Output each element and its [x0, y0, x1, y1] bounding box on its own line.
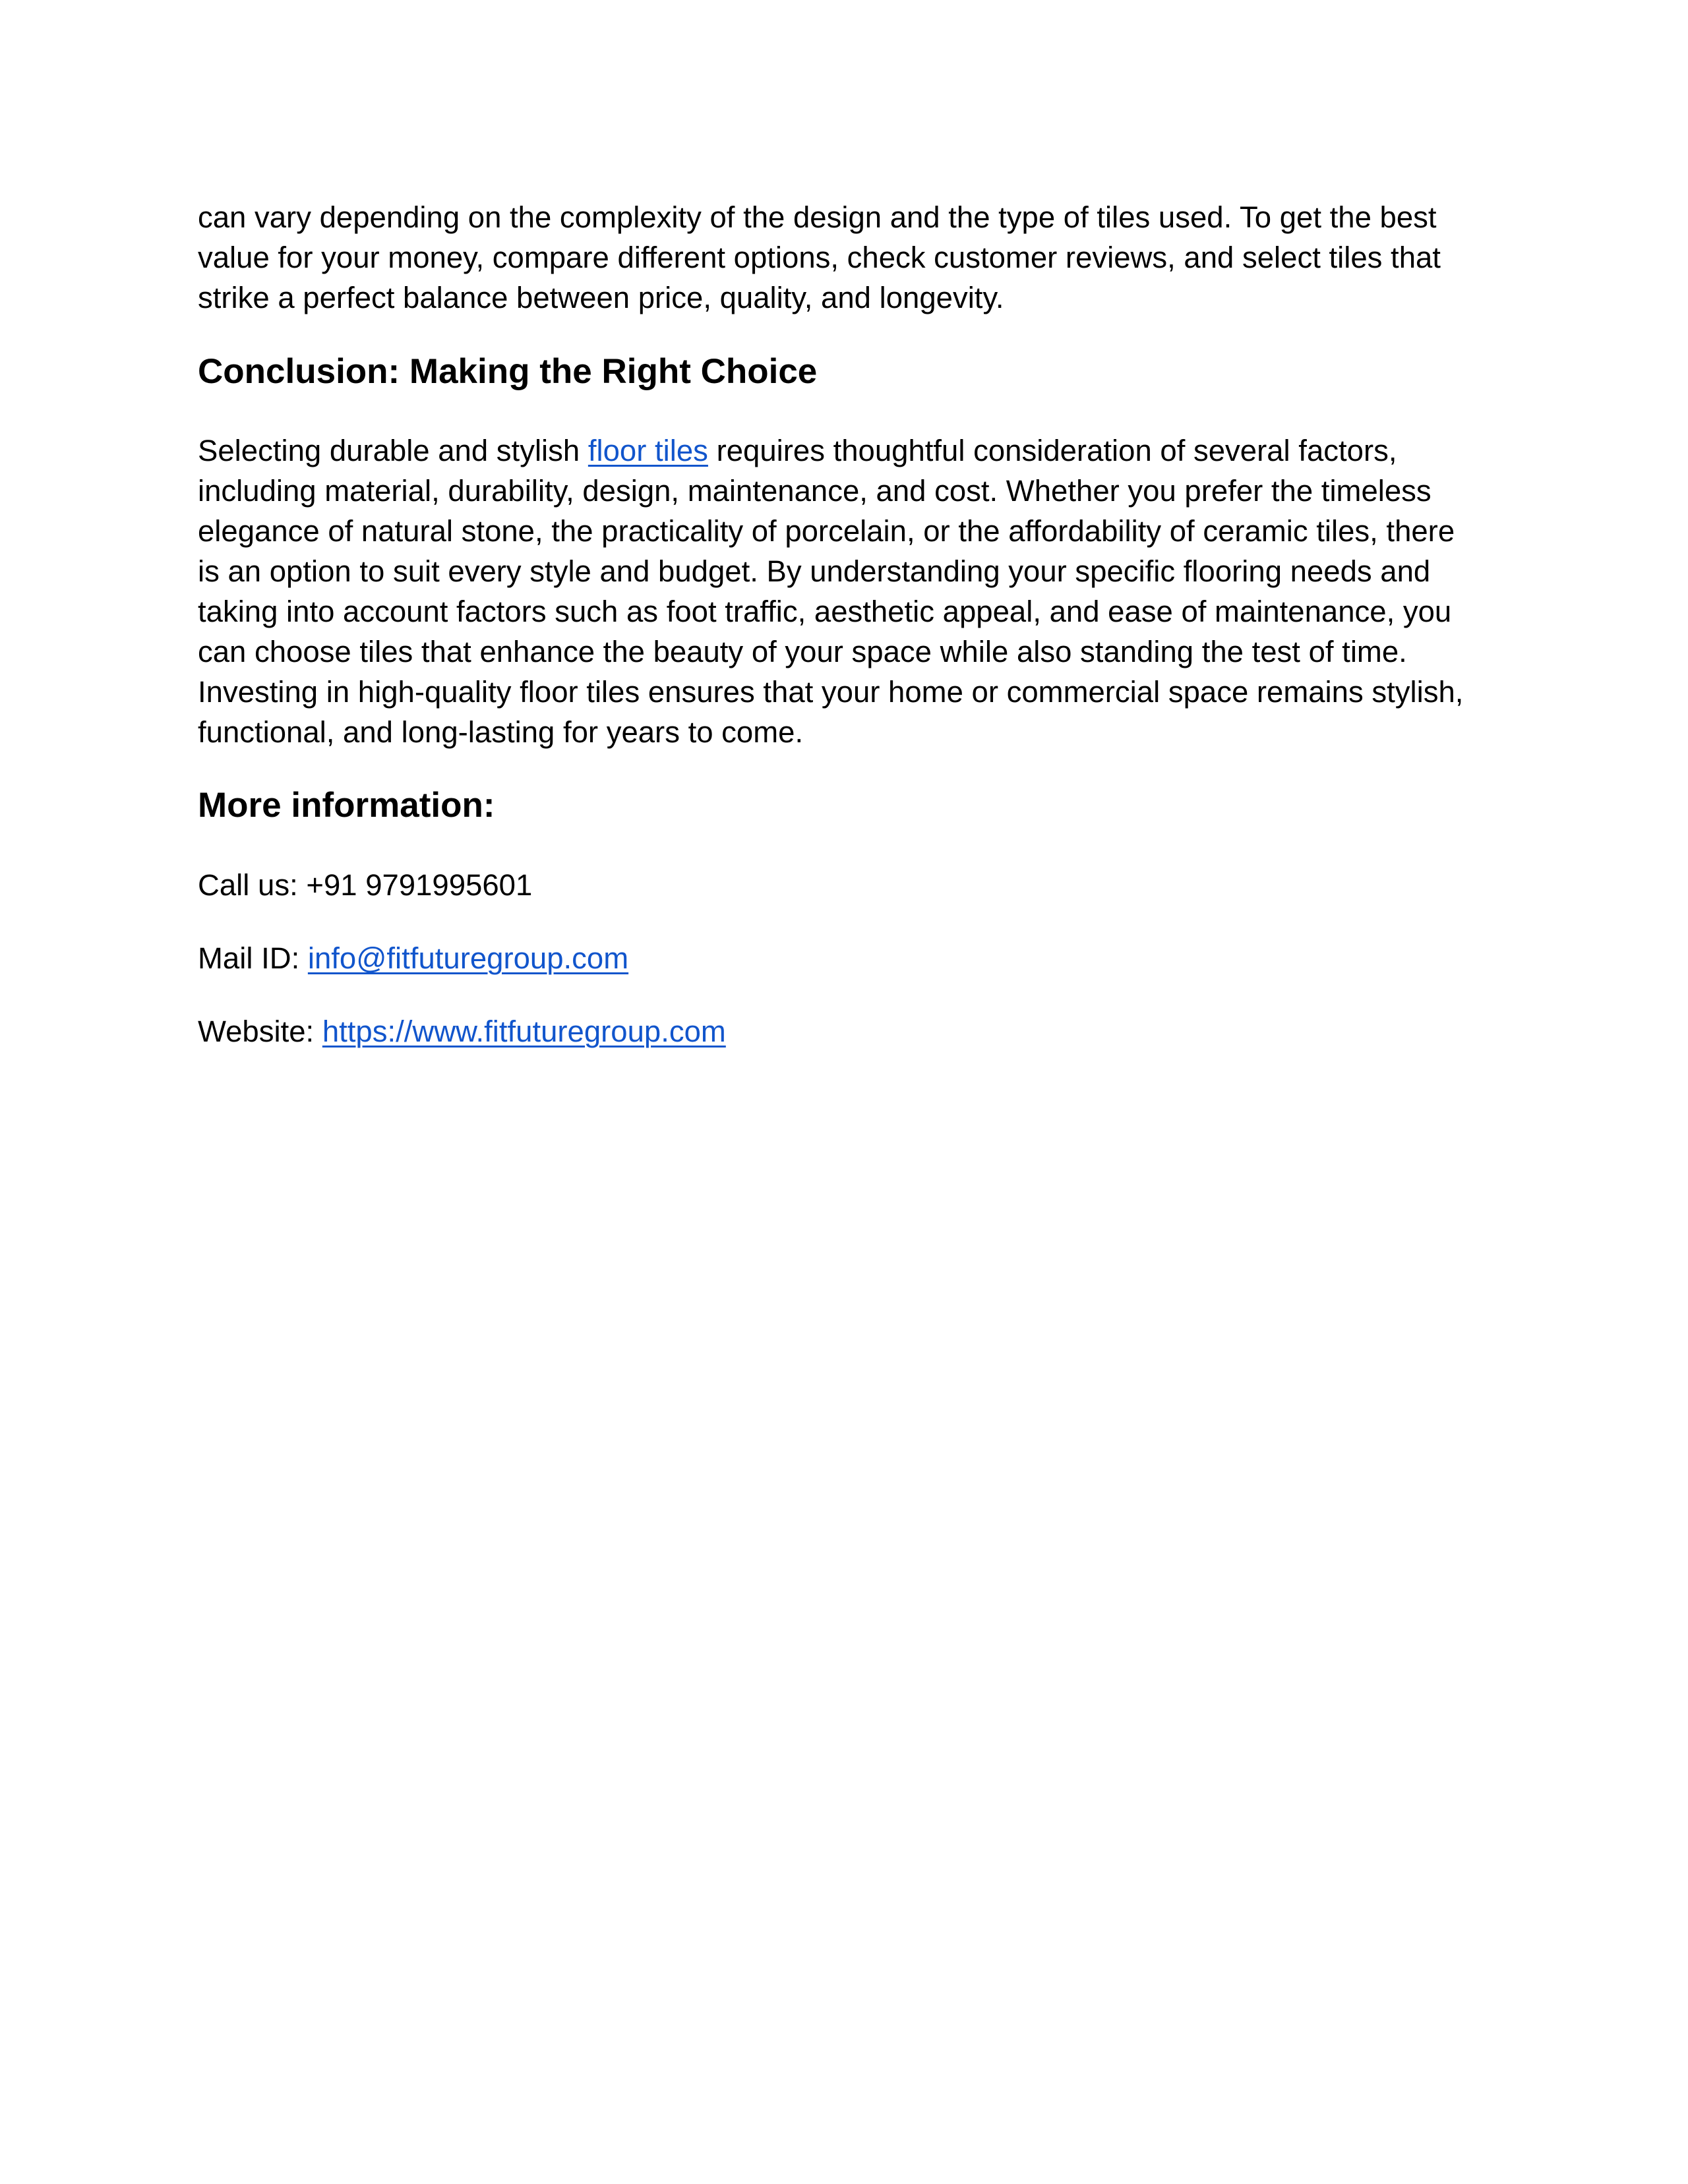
conclusion-line-6: can choose tiles that enhance the beauty of your space while also standing the test of time.	[198, 635, 1407, 668]
floor-tiles-link[interactable]: floor tiles	[588, 434, 708, 467]
intro-line-1: can vary depending on the complexity of the design and the type of tiles used. To get the best	[198, 200, 1437, 234]
conclusion-paragraph	[198, 430, 1463, 752]
intro-line-2: value for your money, compare different options, check customer reviews, and select tiles that	[198, 241, 1441, 274]
intro-line-3: strike a perfect balance between price, quality, and longevity.	[198, 281, 1004, 314]
conclusion-text-after-link: requires thoughtful consideration of several factors,	[708, 434, 1397, 467]
mail-id-line	[198, 938, 628, 978]
conclusion-line-2: including material, durability, design, maintenance, and cost. Whether you prefer the timeless	[198, 474, 1432, 508]
mail-id-label: Mail ID:	[198, 941, 308, 975]
conclusion-line-5: taking into account factors such as foot traffic, aesthetic appeal, and ease of maintenance, you	[198, 595, 1452, 628]
conclusion-line-3: elegance of natural stone, the practicality of porcelain, or the affordability of ceramic tiles, there	[198, 514, 1455, 548]
conclusion-text-before-link: Selecting durable and stylish	[198, 434, 588, 467]
conclusion-line-1	[198, 430, 1463, 471]
call-us-label: Call us:	[198, 868, 307, 902]
phone-number: +91 9791995601	[306, 868, 533, 902]
email-link[interactable]: info@fitfuturegroup.com	[307, 941, 629, 975]
conclusion-line-8: functional, and long-lasting for years to come.	[198, 715, 804, 749]
website-line	[198, 1011, 726, 1051]
conclusion-heading: Conclusion: Making the Right Choice	[198, 352, 818, 391]
call-us-line	[198, 865, 532, 905]
conclusion-line-7: Investing in high-quality floor tiles ensures that your home or commercial space remains stylish,	[198, 675, 1464, 709]
website-link[interactable]: https://www.fitfuturegroup.com	[322, 1015, 726, 1048]
intro-paragraph	[198, 197, 1441, 318]
more-info-heading: More information:	[198, 786, 495, 825]
website-label: Website:	[198, 1015, 322, 1048]
conclusion-line-4: is an option to suit every style and budget. By understanding your specific flooring needs and	[198, 554, 1431, 588]
